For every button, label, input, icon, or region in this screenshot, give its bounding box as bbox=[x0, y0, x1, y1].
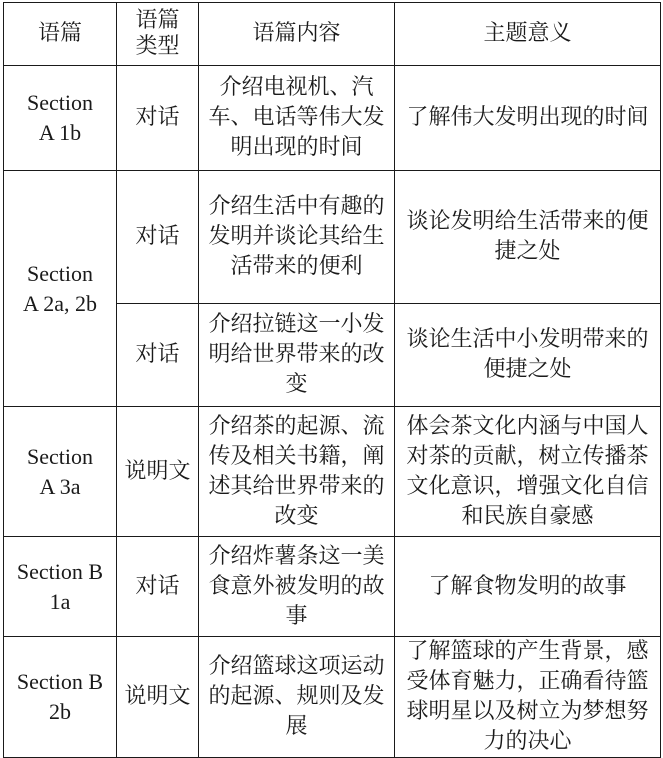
header-row bbox=[4, 3, 661, 66]
section-line1: Section bbox=[27, 90, 93, 115]
section-cell bbox=[4, 637, 117, 758]
content-cell: 介绍生活中有趣的发明并谈论其给生活带来的便利 bbox=[199, 171, 395, 304]
header-type bbox=[117, 3, 199, 66]
header-type-line2: 类型 bbox=[135, 34, 180, 59]
type-cell: 对话 bbox=[117, 171, 199, 304]
discourse-table bbox=[3, 2, 661, 758]
header-type-line1: 语篇 bbox=[135, 8, 180, 33]
header-meaning: 主题意义 bbox=[395, 3, 661, 66]
meaning-cell: 谈论生活中小发明带来的便捷之处 bbox=[395, 304, 661, 407]
content-cell: 介绍篮球这项运动的起源、规则及发展 bbox=[199, 637, 395, 758]
content-cell: 介绍茶的起源、流传及相关书籍，阐述其给世界带来的改变 bbox=[199, 407, 395, 537]
type-cell: 说明文 bbox=[117, 637, 199, 758]
section-line2: 1a bbox=[49, 588, 71, 614]
header-section: 语篇 bbox=[4, 3, 117, 66]
content-cell: 介绍炸薯条这一美食意外被发明的故事 bbox=[199, 537, 395, 637]
section-line2: A 2a, 2b bbox=[23, 290, 97, 316]
meaning-cell: 了解篮球的产生背景，感受体育魅力，正确看待篮球明星以及树立为梦想努力的决心 bbox=[395, 637, 661, 758]
header-content: 语篇内容 bbox=[199, 3, 395, 66]
meaning-cell: 谈论发明给生活带来的便捷之处 bbox=[395, 171, 661, 304]
section-line1: Section B bbox=[16, 558, 104, 584]
section-cell bbox=[4, 171, 117, 407]
section-line2: 2b bbox=[49, 699, 71, 724]
meaning-cell: 了解食物发明的故事 bbox=[395, 537, 661, 637]
section-cell bbox=[4, 66, 117, 171]
section-cell bbox=[4, 537, 117, 637]
meaning-cell: 体会茶文化内涵与中国人对茶的贡献，树立传播茶文化意识，增强文化自信和民族自豪感 bbox=[395, 407, 661, 537]
table-row bbox=[4, 537, 661, 637]
meaning-cell: 了解伟大发明出现的时间 bbox=[395, 66, 661, 171]
content-cell: 介绍电视机、汽车、电话等伟大发明出现的时间 bbox=[199, 66, 395, 171]
section-line1: Section B bbox=[16, 669, 104, 694]
table-row bbox=[4, 66, 661, 171]
table-wrapper bbox=[3, 2, 661, 758]
type-cell: 对话 bbox=[117, 66, 199, 171]
section-line1: Section bbox=[27, 443, 93, 469]
type-cell: 对话 bbox=[117, 304, 199, 407]
section-line2: A 3a bbox=[39, 473, 81, 499]
table-row bbox=[4, 407, 661, 537]
table-row bbox=[4, 171, 661, 304]
type-cell: 说明文 bbox=[117, 407, 199, 537]
table-row bbox=[4, 637, 661, 758]
type-cell: 对话 bbox=[117, 537, 199, 637]
content-cell: 介绍拉链这一小发明给世界带来的改变 bbox=[199, 304, 395, 407]
section-line2: A 1b bbox=[38, 120, 82, 145]
section-line1: Section bbox=[27, 260, 93, 286]
section-cell bbox=[4, 407, 117, 537]
